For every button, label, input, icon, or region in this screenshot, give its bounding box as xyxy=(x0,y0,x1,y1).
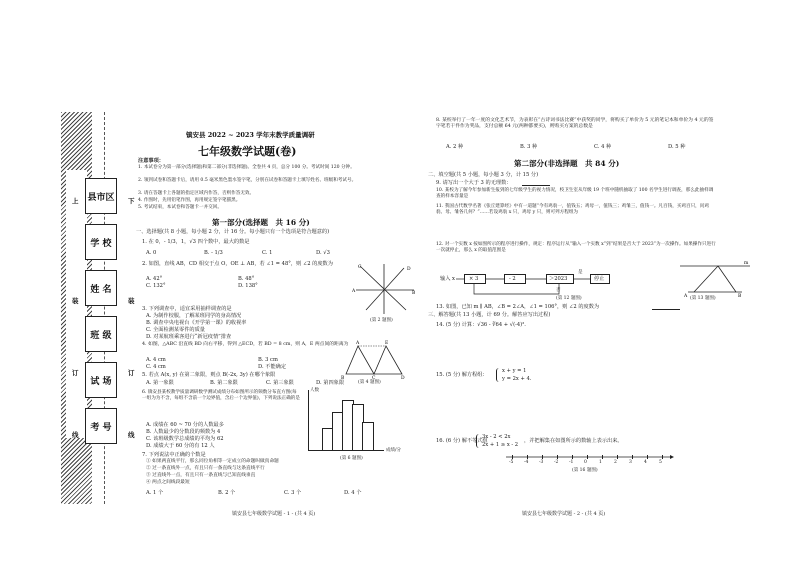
q6-fig-caption: (第 6 题图) xyxy=(340,456,363,461)
number-line-tick xyxy=(557,455,558,459)
q9-answer-blank[interactable] xyxy=(522,185,550,186)
number-line-label: 5 xyxy=(659,460,662,465)
notes-label: 注意事项： xyxy=(138,158,164,164)
q3-opt-d[interactable]: D. 对某航班乘客进行“新冠疫情”排查 xyxy=(146,334,232,340)
q4-fig-caption: (第 4 题图) xyxy=(358,380,381,385)
q5-opt-c[interactable]: C. 第三象限 xyxy=(266,380,294,386)
number-line-label: 3 xyxy=(629,460,632,465)
svg-text:m: m xyxy=(744,261,749,266)
q4-opt-a[interactable]: A. 4 cm xyxy=(146,357,166,363)
q6-opt-d[interactable]: D. 成绩大于 60 分的有 12 人 xyxy=(146,443,215,449)
q7-item-2: ② 过一条直线外一点，有且只有一条直线与这条直线平行 xyxy=(146,466,265,471)
q3-opt-b[interactable]: B. 调查中央电视台《开学第一课》的收视率 xyxy=(146,320,247,326)
q3-stem: 3. 下列调查中，适宜采用抽样调查的是 xyxy=(142,306,232,312)
q13-stem: 13. 如图，已知 m ∥ AB，∠B = 2∠A，∠1 = 106°，则 ∠2 的度数为 xyxy=(436,304,600,310)
note-3: 3. 请在答题卡上各题的指定区域内作答，否则作答无效。 xyxy=(138,191,255,196)
q8-opt-c[interactable]: C. 4 种 xyxy=(594,144,612,150)
q7-opt-a[interactable]: A. 1 个 xyxy=(146,490,164,496)
number-line-tick xyxy=(602,455,603,459)
flow-yes-label: 是 xyxy=(578,270,583,275)
number-line-tick xyxy=(617,455,618,459)
q15-brace xyxy=(496,368,501,382)
section2-desc: 二、填空题(共 5 小题，每小题 3 分，计 15 分) xyxy=(428,172,539,178)
binding-char-left-0: 上 xyxy=(72,197,79,205)
q16-fig-caption: (第 16 题图) xyxy=(572,468,598,473)
q9-stem: 9. 请写出一个大于 3 的无理数： xyxy=(436,180,512,186)
info-box-name[interactable]: 姓 名 xyxy=(85,270,117,306)
svg-text:C: C xyxy=(372,376,376,381)
q14-stem: 14. (5 分) 计算：√36 - ∛64 + √(-4)². xyxy=(436,322,526,328)
q16-number-line xyxy=(504,452,674,466)
q6-y-axis xyxy=(308,390,309,450)
q1-stem: 1. 在 0，- 1/3，1，√3 四个数中，最大的数是 xyxy=(142,239,250,245)
binding-char-left-3: 线 xyxy=(72,431,79,439)
number-line-tick xyxy=(662,455,663,459)
q6-stem: 6. 镇安县某校教学质量调研数学测试成绩分布如图所示的频数分布直方图(每一组为为不含，每组不含前一个边界值，含后一个边界值)，下列说法正确的是 xyxy=(142,390,300,402)
number-line-tick xyxy=(572,455,573,459)
q4-opt-c[interactable]: C. 4 cm xyxy=(146,364,166,370)
q7-opt-b[interactable]: B. 2 个 xyxy=(218,490,236,496)
q2-figure xyxy=(352,262,418,320)
info-box-county[interactable]: 县市区 xyxy=(85,178,117,214)
q2-opt-d[interactable]: D. 138° xyxy=(238,283,258,289)
q4-stem: 4. 如图，△ABC 沿直线 BD 向右平移，得到 △ECD，若 BD = 8 cm，则 A，E 两点间的距离为 xyxy=(142,342,349,347)
q5-opt-a[interactable]: A. 第一象限 xyxy=(146,380,174,386)
q16-stem: 16. (6 分) 解不等式组 xyxy=(436,438,488,444)
binding-char-right-3: 线 xyxy=(128,431,135,439)
flow-no-label: 否 xyxy=(556,288,561,293)
flow-box-times3: × 3 xyxy=(464,274,486,284)
flow-box-stop: 停止 xyxy=(590,274,610,284)
q1-opt-c[interactable]: C. 1 xyxy=(262,250,273,256)
q15-eq-1: x + y = 1 xyxy=(502,368,527,374)
q6-x-label: 成绩/分 xyxy=(386,448,402,453)
q16-stem-tail: ，并把解集在如图所示的数轴上表示出来。 xyxy=(524,438,623,444)
q16-eq-1: 3x - 2 < 2x xyxy=(482,434,511,440)
q6-opt-a[interactable]: A. 成绩在 60 ~ 70 分的人数最多 xyxy=(146,422,224,428)
section3-desc: 三、解答题(共 13 小题，计 69 分。解答应写出过程) xyxy=(428,312,551,318)
section1-heading: 第一部分(选择题 共 16 分) xyxy=(212,218,310,227)
number-line-label: -4 xyxy=(524,460,529,465)
info-box-school[interactable]: 学 校 xyxy=(85,224,117,260)
q2-fig-caption: (第 2 题图) xyxy=(370,318,393,323)
q12-stem: 12. 对一个实数 x 按如图所示的程序进行操作，规定：程序运行从“输入一个实数 x”到“结果是否大于 2023”为一次操作。如果操作只进行一次就停止，那么 x 的取值范围是 xyxy=(436,242,716,254)
q2-opt-c[interactable]: C. 132° xyxy=(146,283,166,289)
number-line-tick xyxy=(587,455,588,459)
svg-text:B: B xyxy=(738,294,742,298)
exam-title: 七年级数学试题(卷) xyxy=(198,145,297,158)
q13-fig-caption: (第 13 题图) xyxy=(690,296,716,301)
q8-opt-b[interactable]: B. 3 种 xyxy=(520,144,538,150)
q10-stem: 10. 某校为了解今年参加新生报到的七年级学生的视力情况，校卫生室从年级 19 个班中随机抽取了 100 名学生进行调查，那么此抽样调查的样本容量是 xyxy=(436,188,714,200)
note-4: 4. 作图时，先用铅笔作图，再用规定签字笔描黑。 xyxy=(138,198,241,203)
binding-char-left-1: 装 xyxy=(72,297,79,305)
svg-text:E: E xyxy=(385,341,389,346)
q2-opt-a[interactable]: A. 42° xyxy=(146,276,163,282)
q15-eq-2: y = 2x + 4. xyxy=(502,376,532,382)
svg-text:C: C xyxy=(358,265,362,270)
number-line-label: -1 xyxy=(569,460,574,465)
q5-opt-d[interactable]: D. 第四象限 xyxy=(316,380,345,386)
q8-opt-a[interactable]: A. 2 种 xyxy=(446,144,464,150)
number-line-label: -3 xyxy=(539,460,544,465)
note-2: 2. 领到试卷和答题卡后，请用 0.5 毫米黑色墨水签字笔，分别在试卷和答题卡上填写姓名、班级和考试号。 xyxy=(138,178,357,183)
q13-answer-blank[interactable] xyxy=(652,309,680,310)
number-line-tick xyxy=(632,455,633,459)
number-line-tick xyxy=(647,455,648,459)
info-box-exam-number[interactable]: 考 号 xyxy=(85,408,117,444)
binding-char-right-1: 装 xyxy=(128,297,135,305)
number-line-tick xyxy=(527,455,528,459)
q5-stem: 5. 若点 A(x, y) 在第二象限，则点 B(-2x, 3y) 在哪个象限 xyxy=(142,372,276,378)
q12-fig-caption: (第 12 题图) xyxy=(556,296,582,301)
section1-desc: 一、选择题(共 8 小题，每小题 2 分，计 16 分。每小题只有一个选项是符合题意的) xyxy=(136,229,330,235)
q13-figure xyxy=(678,258,752,298)
number-line-label: -5 xyxy=(509,460,514,465)
number-line-label: 2 xyxy=(614,460,617,465)
info-box-exam-room[interactable]: 试 场 xyxy=(85,362,117,398)
binding-char-right-2: 订 xyxy=(128,369,135,377)
q16-brace xyxy=(476,434,481,448)
q4-figure xyxy=(338,338,412,382)
q8-stem: 8. 某校举行了一年一度的文化艺术节，为表彰在“古诗词书法比赛”中获奖的同学，将购买了单价为 5 元的笔记本和单价为 4 元的签字笔若干件作为奖品，支付总额 64 元(两种都要买)，则购买方案的总数是 xyxy=(436,118,714,130)
q3-opt-a[interactable]: A. 为制作校服，了解某班同学的身高情况 xyxy=(146,313,242,319)
binding-char-left-2: 订 xyxy=(72,369,79,377)
q7-item-1: ① 如果两直线平行，那么同位角相等一定成立的命题叫做真命题 xyxy=(146,459,279,464)
flow-box-minus2: - 2 xyxy=(504,274,526,284)
exam-header: 镇安县 2022 ~ 2023 学年末教学质量调研 xyxy=(186,131,315,139)
svg-text:D: D xyxy=(407,267,411,272)
q16-eq-2: 2x + 1 ≥ x - 2 xyxy=(482,442,519,448)
svg-text:A: A xyxy=(352,289,356,294)
q5-opt-b[interactable]: B. 第二象限 xyxy=(210,380,238,386)
q7-opt-d[interactable]: D. 4 个 xyxy=(344,490,362,496)
q7-opt-c[interactable]: C. 3 个 xyxy=(284,490,302,496)
q8-opt-d[interactable]: D. 5 种 xyxy=(668,144,686,150)
q2-stem: 2. 如图，直线 AB，CD 相交于点 O，OE ⊥ AB，若 ∠1 = 48°，则 ∠2 的度数为 xyxy=(142,261,333,267)
q1-opt-a[interactable]: A. 0 xyxy=(146,250,157,256)
q12-flowchart xyxy=(438,262,668,302)
q6-bar xyxy=(362,422,374,451)
q6-y-label: 人数 xyxy=(310,388,319,393)
q6-opt-b[interactable]: B. 人数最少的分数段的频数为 4 xyxy=(146,429,221,435)
svg-text:A: A xyxy=(684,294,688,298)
q7-stem: 7. 下列说法中正确的个数是 xyxy=(142,452,206,458)
svg-text:D: D xyxy=(401,376,405,381)
q11-stem: 11. 我国古代数学名著《张丘建算经》中有一道题“今有鸡翁一，值钱五；鸡母一，值钱三；鸡雏三，值钱一。凡百钱，买鸡百只，问鸡翁、母、雏各几何？”……若设鸡翁 x 只，鸡母 y 只，则可列方程组为 xyxy=(436,204,709,216)
number-line-tick xyxy=(542,455,543,459)
note-1: 1. 本试卷分为第一部分(选择题)和第二部分(非选择题)。全卷共 4 页，总分 100 分。考试时间 120 分钟。 xyxy=(138,165,355,170)
info-box-class[interactable]: 班 级 xyxy=(85,316,117,352)
flow-arrows xyxy=(438,262,618,302)
q6-opt-c[interactable]: C. 该班级数学总成绩的平均为 62 xyxy=(146,436,224,442)
section2-heading: 第二部分(非选择题 共 84 分) xyxy=(514,159,620,168)
note-5: 5. 考试结束，本试卷和答题卡一并交回。 xyxy=(138,205,222,210)
q7-item-3: ③ 过直线外一点，有且只有一条直线与已知直线垂直 xyxy=(146,473,256,478)
q2-opt-b[interactable]: B. 48° xyxy=(238,276,255,282)
right-page-footer: 镇安县七年级数学试题 - 2 - (共 4 页) xyxy=(522,511,606,517)
number-line-label: 0 xyxy=(584,460,587,465)
q4-opt-d[interactable]: D. 不能确定 xyxy=(258,364,287,370)
number-line-label: 4 xyxy=(644,460,647,465)
svg-text:A: A xyxy=(356,341,360,346)
number-line-label: -2 xyxy=(554,460,559,465)
flow-input: 输入 x xyxy=(440,276,455,282)
q3-opt-c[interactable]: C. 全面检测某零件的质量 xyxy=(146,327,205,333)
number-line-label: 1 xyxy=(599,460,602,465)
number-line-tick xyxy=(512,455,513,459)
q7-item-4: ④ 两点之间线段最短 xyxy=(146,480,190,485)
svg-text:B: B xyxy=(341,376,345,381)
q15-stem: 15. (5 分) 解方程组： xyxy=(436,372,488,378)
svg-text:B: B xyxy=(412,291,416,296)
q1-opt-b[interactable]: B. - 1/3 xyxy=(204,250,223,256)
binding-cut-line xyxy=(104,112,105,504)
left-page-footer: 镇安县七年级数学试题 - 1 - (共 4 页) xyxy=(232,511,316,517)
flow-box-compare: ＞2023 xyxy=(546,274,574,284)
q4-opt-b[interactable]: B. 3 cm xyxy=(258,357,278,363)
binding-char-right-0: 下 xyxy=(128,197,135,205)
q1-opt-d[interactable]: D. √3 xyxy=(316,250,330,256)
